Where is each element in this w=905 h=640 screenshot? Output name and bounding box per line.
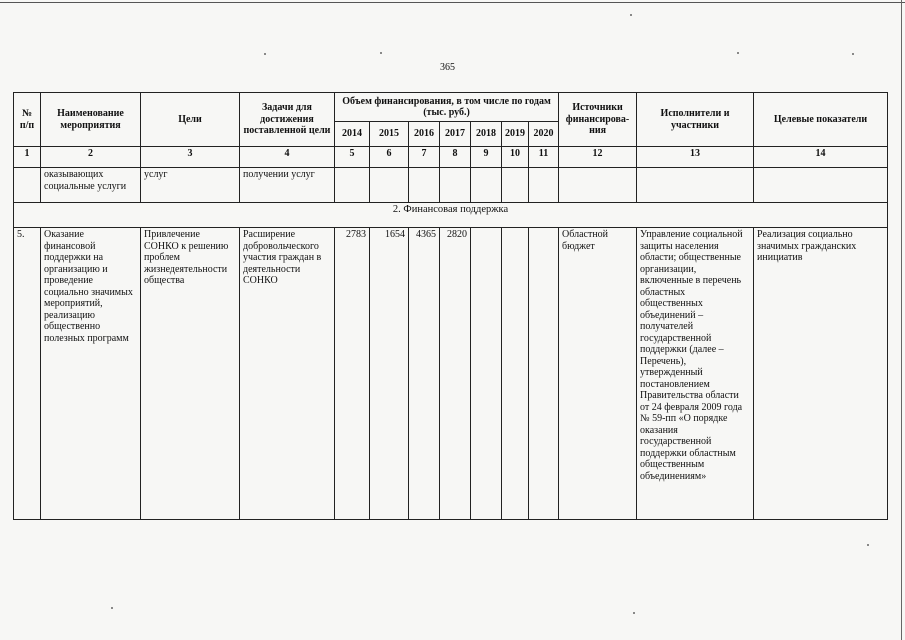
scan-speck [264,53,266,55]
column-number: 12 [559,147,637,168]
year-2018: 2018 [471,122,502,147]
year-2014: 2014 [335,122,370,147]
header-tasks: Задачи для достижения поставленной цели [240,93,335,147]
scan-speck [380,52,382,54]
program-table [13,92,888,520]
funding-2014: 2783 [335,228,370,520]
section-row [14,203,888,228]
year-2016: 2016 [409,122,440,147]
funding-2016: 4365 [409,228,440,520]
year-2019: 2019 [502,122,529,147]
row-goals: Привлечение СОНКО к решению проблем жизнедеятельности общества [141,228,240,520]
header-funding: Объем финансирования, в том числе по годам (тыс. руб.) [335,93,559,122]
row-name: Оказание финансовой поддержки на организацию и проведение социально значимых мероприятий, реализацию общественно полезных программ [41,228,141,520]
scan-top-edge [0,2,905,3]
scan-speck [737,52,739,54]
funding-2017: 2820 [440,228,471,520]
table-row [14,228,888,520]
header-indicators: Целевые показатели [754,93,888,147]
column-number: 6 [370,147,409,168]
row-number: 5. [14,228,41,520]
header-goals: Цели [141,93,240,147]
page-number: 365 [440,62,455,73]
header-sources: Источники финансирова-ния [559,93,637,147]
scan-right-edge [901,0,902,640]
column-number: 9 [471,147,502,168]
column-number: 14 [754,147,888,168]
funding-2018 [471,228,502,520]
column-number: 5 [335,147,370,168]
funding-2015: 1654 [370,228,409,520]
column-number: 3 [141,147,240,168]
row-tasks: Расширение добровольческого участия граждан в деятельности СОНКО [240,228,335,520]
column-number: 2 [41,147,141,168]
column-number: 4 [240,147,335,168]
funding-2019 [502,228,529,520]
column-number: 13 [637,147,754,168]
column-number: 11 [529,147,559,168]
scan-speck [111,607,113,609]
scan-speck [867,544,869,546]
header-num: № п/п [14,93,41,147]
column-numbers-row [14,147,888,168]
continuation-tasks: получении услуг [240,168,335,203]
column-number: 10 [502,147,529,168]
scan-speck [633,612,635,614]
year-2015: 2015 [370,122,409,147]
row-indicators: Реализация социально значимых гражданских инициатив [754,228,888,520]
header-executors: Исполнители и участники [637,93,754,147]
year-2017: 2017 [440,122,471,147]
continuation-name: оказывающих социальные услуги [41,168,141,203]
scan-speck [630,14,632,16]
row-source: Областной бюджет [559,228,637,520]
header-row [14,93,888,122]
section-title: 2. Финансовая поддержка [14,203,888,228]
continuation-row [14,168,888,203]
continuation-goals: услуг [141,168,240,203]
row-executors: Управление социальной защиты населения области; общественные организации, включенные в перечень областных общественных объединений – получателей государственной поддержки (далее – Перечень), утвержденный постановлением Правительства области от 24 февраля 2009 года № 59-пп «О порядке оказания государственной поддержки областным общественным объединениям» [637,228,754,520]
column-number: 1 [14,147,41,168]
year-2020: 2020 [529,122,559,147]
column-number: 7 [409,147,440,168]
funding-2020 [529,228,559,520]
column-number: 8 [440,147,471,168]
header-name: Наименование мероприятия [41,93,141,147]
scan-speck [852,53,854,55]
